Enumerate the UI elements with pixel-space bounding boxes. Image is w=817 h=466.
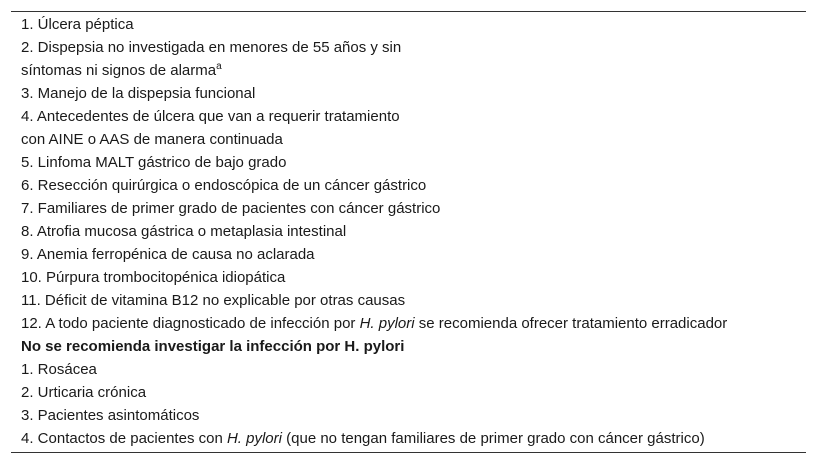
table-row	[21, 128, 727, 151]
table-row	[21, 220, 727, 243]
row-text: 3. Pacientes asintomáticos	[21, 407, 200, 424]
row-text: 4. Antecedentes de úlcera que van a requerir tratamiento	[21, 108, 400, 125]
table-row	[21, 381, 727, 404]
row-text: 3. Manejo de la dispepsia funcional	[21, 85, 256, 102]
table-row	[21, 289, 727, 312]
table-row	[21, 404, 727, 427]
row-text-tail: se recomienda ofrecer tratamiento erradicador	[414, 315, 728, 332]
row-text: 4. Contactos de pacientes con	[21, 430, 227, 447]
table-row	[21, 151, 727, 174]
table-row	[21, 59, 727, 82]
row-text: 6. Resección quirúrgica o endoscópica de un cáncer gástrico	[21, 177, 427, 194]
row-text: 1. Rosácea	[21, 361, 97, 378]
row-text: 10. Púrpura trombocitopénica idiopática	[21, 269, 286, 286]
row-text: 12. A todo paciente diagnosticado de infección por	[21, 315, 360, 332]
row-text: 11. Déficit de vitamina B12 no explicable por otras causas	[21, 292, 406, 309]
table-row	[21, 36, 727, 59]
row-text: 5. Linfoma MALT gástrico de bajo grado	[21, 154, 287, 171]
row-text: 1. Úlcera péptica	[21, 16, 134, 33]
table-row	[21, 197, 727, 220]
row-text-tail: (que no tengan familiares de primer grado con cáncer gástrico)	[281, 430, 705, 447]
table-row	[21, 312, 727, 335]
row-text: 2. Dispepsia no investigada en menores de 55 años y sin	[21, 39, 402, 56]
table-row	[21, 266, 727, 289]
row-text: 7. Familiares de primer grado de pacientes con cáncer gástrico	[21, 200, 441, 217]
species-name: H. pylori	[359, 315, 415, 332]
footnote-marker: a	[216, 61, 222, 72]
table-row	[21, 105, 727, 128]
row-text: con AINE o AAS de manera continuada	[21, 131, 283, 148]
table-row	[21, 13, 727, 36]
table-row	[21, 82, 727, 105]
recommendation-list	[21, 13, 727, 450]
species-name: H. pylori	[226, 430, 282, 447]
table-row	[21, 243, 727, 266]
table-row	[21, 174, 727, 197]
table-row	[21, 427, 727, 450]
row-text: 9. Anemia ferropénica de causa no aclarada	[21, 246, 315, 263]
table-row	[21, 358, 727, 381]
row-text: 2. Urticaria crónica	[21, 384, 147, 401]
section-heading	[21, 335, 727, 358]
row-text: No se recomienda investigar la infección por H. pylori	[21, 338, 405, 355]
row-text: 8. Atrofia mucosa gástrica o metaplasia intestinal	[21, 223, 347, 240]
recommendation-table	[11, 11, 806, 453]
row-text: síntomas ni signos de alarma	[21, 62, 217, 79]
